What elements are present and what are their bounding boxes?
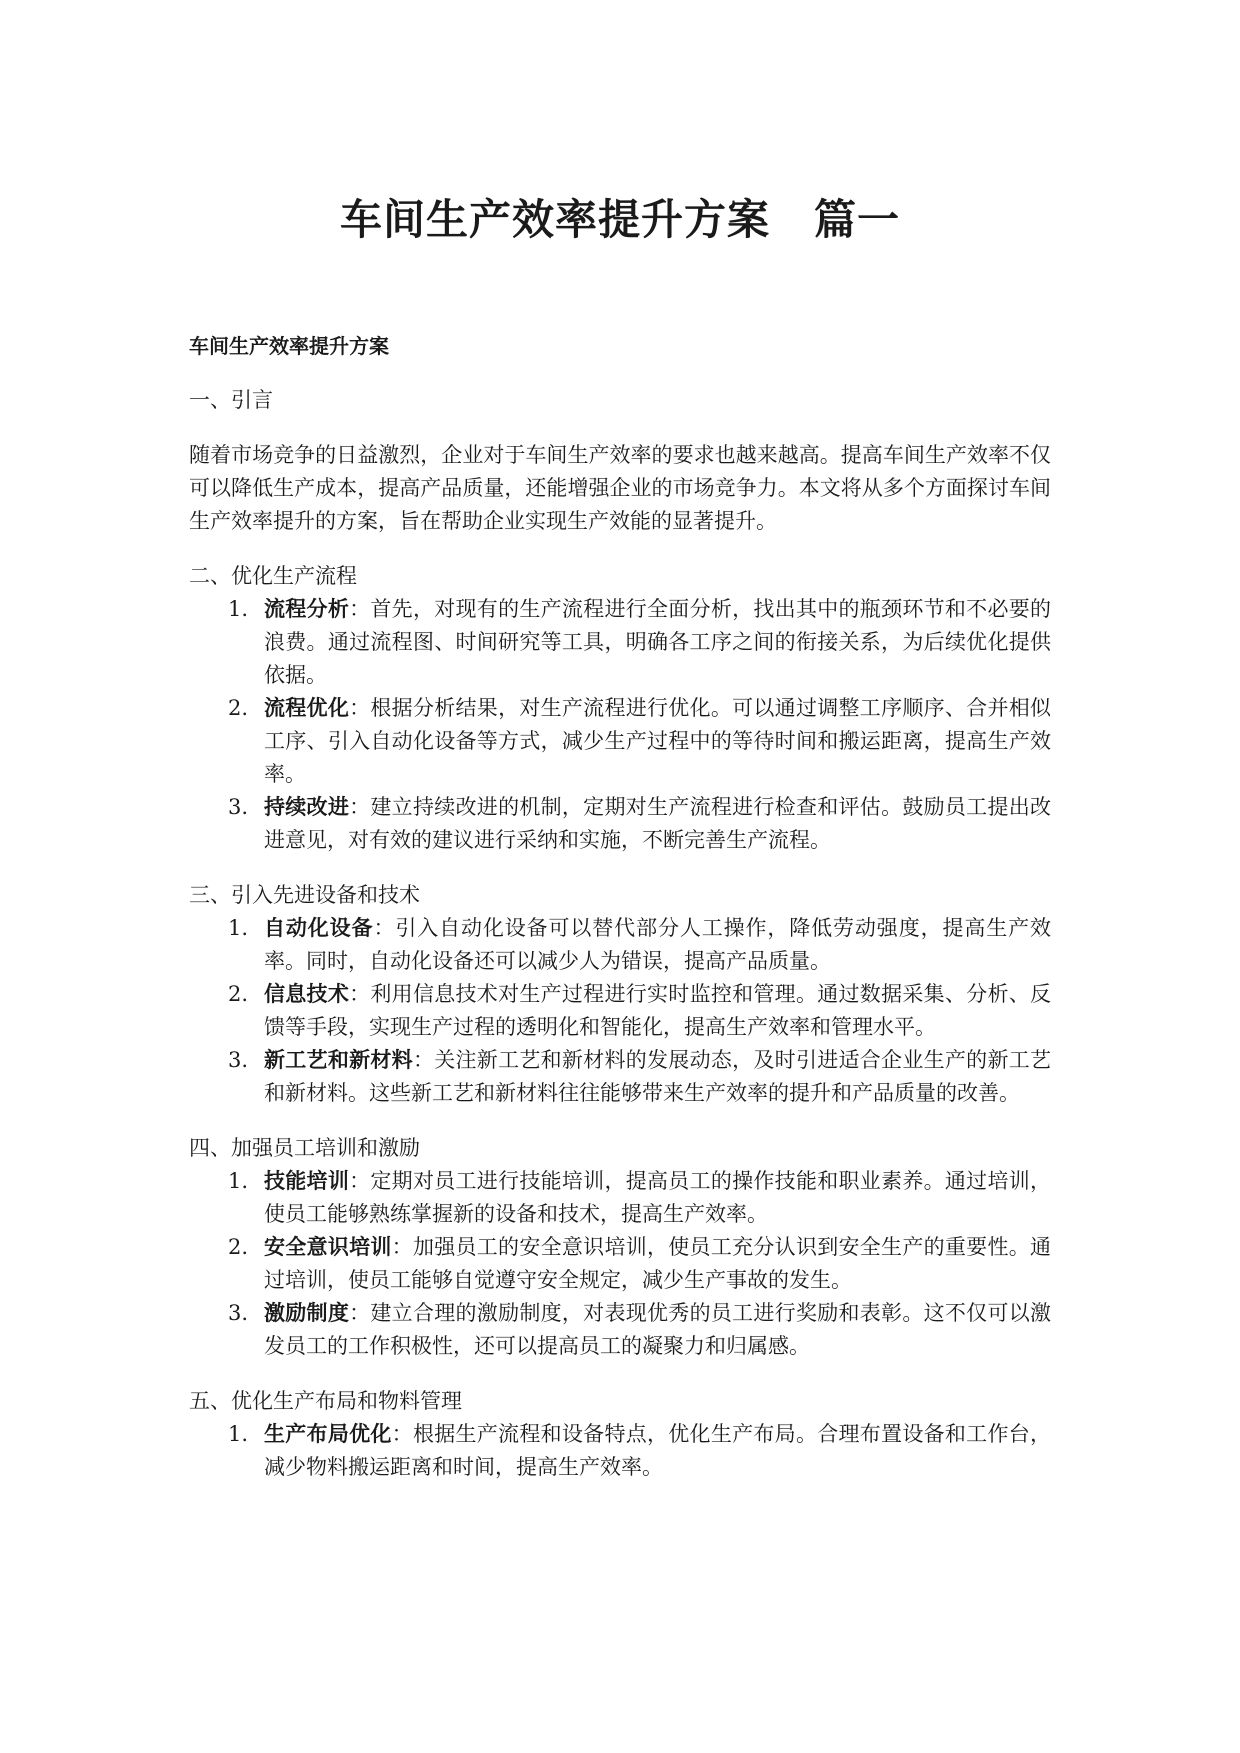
list-item-number: 1. bbox=[228, 597, 249, 621]
list-item bbox=[189, 978, 1051, 1044]
numbered-list bbox=[189, 912, 1051, 1110]
document-title bbox=[0, 190, 1240, 250]
list-item bbox=[189, 692, 1051, 791]
list-item-text: ：引入自动化设备可以替代部分人工操作，降低劳动强度，提高生产效率。同时，自动化设备还可以减少人为错误，提高产品质量。 bbox=[264, 916, 1052, 973]
list-item-term: 生产布局优化 bbox=[264, 1422, 392, 1446]
list-item bbox=[189, 593, 1051, 692]
list-item-term: 安全意识培训 bbox=[264, 1235, 392, 1259]
list-item-term: 信息技术 bbox=[264, 982, 350, 1006]
section-heading: 二、优化生产流程 bbox=[189, 564, 357, 588]
document-subtitle: 车间生产效率提升方案 bbox=[189, 334, 389, 358]
numbered-list bbox=[189, 1165, 1051, 1363]
list-item-term: 技能培训 bbox=[264, 1169, 350, 1193]
list-item-term: 持续改进 bbox=[264, 795, 350, 819]
document-body bbox=[189, 330, 1051, 1506]
section-heading: 五、优化生产布局和物料管理 bbox=[189, 1389, 462, 1413]
numbered-list bbox=[189, 593, 1051, 857]
list-item bbox=[189, 1044, 1051, 1110]
section-optimize-process bbox=[189, 560, 1051, 857]
document-title-suffix: 篇一 bbox=[814, 195, 901, 244]
list-item-term: 流程分析 bbox=[264, 597, 350, 621]
list-item-text: ：首先，对现有的生产流程进行全面分析，找出其中的瓶颈环节和不必要的浪费。通过流程图、时间研究等工具，明确各工序之间的衔接关系，为后续优化提供依据。 bbox=[264, 597, 1052, 687]
numbered-list bbox=[189, 1418, 1051, 1484]
section-advanced-equipment bbox=[189, 879, 1051, 1110]
list-item bbox=[189, 1297, 1051, 1363]
section-staff-training bbox=[189, 1132, 1051, 1363]
list-item bbox=[189, 912, 1051, 978]
list-item-text: ：关注新工艺和新材料的发展动态，及时引进适合企业生产的新工艺和新材料。这些新工艺和新材料往往能够带来生产效率的提升和产品质量的改善。 bbox=[264, 1048, 1052, 1105]
list-item-number: 1. bbox=[228, 1422, 249, 1446]
list-item-term: 激励制度 bbox=[264, 1301, 350, 1325]
list-item-number: 3. bbox=[228, 1048, 249, 1072]
section-layout-materials bbox=[189, 1385, 1051, 1484]
list-item-text: ：定期对员工进行技能培训，提高员工的操作技能和职业素养。通过培训，使员工能够熟练掌握新的设备和技术，提高生产效率。 bbox=[264, 1169, 1052, 1226]
list-item-text: ：加强员工的安全意识培训，使员工充分认识到安全生产的重要性。通过培训，使员工能够自觉遵守安全规定，减少生产事故的发生。 bbox=[264, 1235, 1052, 1292]
list-item-text: ：建立合理的激励制度，对表现优秀的员工进行奖励和表彰。这不仅可以激发员工的工作积极性，还可以提高员工的凝聚力和归属感。 bbox=[264, 1301, 1052, 1358]
list-item-text: ：利用信息技术对生产过程进行实时监控和管理。通过数据采集、分析、反馈等手段，实现生产过程的透明化和智能化，提高生产效率和管理水平。 bbox=[264, 982, 1052, 1039]
list-item bbox=[189, 1418, 1051, 1484]
list-item-number: 3. bbox=[228, 1301, 249, 1325]
list-item bbox=[189, 791, 1051, 857]
section-heading: 一、引言 bbox=[189, 388, 273, 412]
list-item-text: ：建立持续改进的机制，定期对生产流程进行检查和评估。鼓励员工提出改进意见，对有效的建议进行采纳和实施，不断完善生产流程。 bbox=[264, 795, 1052, 852]
list-item bbox=[189, 1231, 1051, 1297]
list-item-number: 1. bbox=[228, 916, 249, 940]
list-item-number: 2. bbox=[228, 696, 249, 720]
list-item-term: 新工艺和新材料 bbox=[264, 1048, 413, 1072]
list-item-number: 2. bbox=[228, 982, 249, 1006]
list-item-number: 2. bbox=[228, 1235, 249, 1259]
document-title-main: 车间生产效率提升方案 bbox=[339, 195, 770, 244]
section-heading: 三、引入先进设备和技术 bbox=[189, 883, 420, 907]
list-item-text: ：根据分析结果，对生产流程进行优化。可以通过调整工序顺序、合并相似工序、引入自动化设备等方式，减少生产过程中的等待时间和搬运距离，提高生产效率。 bbox=[264, 696, 1052, 786]
section-introduction bbox=[189, 384, 1051, 538]
list-item-number: 1. bbox=[228, 1169, 249, 1193]
list-item-text: ：根据生产流程和设备特点，优化生产布局。合理布置设备和工作台，减少物料搬运距离和时间，提高生产效率。 bbox=[264, 1422, 1052, 1479]
list-item-term: 自动化设备 bbox=[264, 916, 374, 940]
list-item-number: 3. bbox=[228, 795, 249, 819]
section-paragraph: 随着市场竞争的日益激烈，企业对于车间生产效率的要求也越来越高。提高车间生产效率不仅可以降低生产成本，提高产品质量，还能增强企业的市场竞争力。本文将从多个方面探讨车间生产效率提升的方案，旨在帮助企业实现生产效能的显著提升。 bbox=[189, 443, 1051, 533]
section-heading: 四、加强员工培训和激励 bbox=[189, 1136, 420, 1160]
list-item bbox=[189, 1165, 1051, 1231]
list-item-term: 流程优化 bbox=[264, 696, 350, 720]
